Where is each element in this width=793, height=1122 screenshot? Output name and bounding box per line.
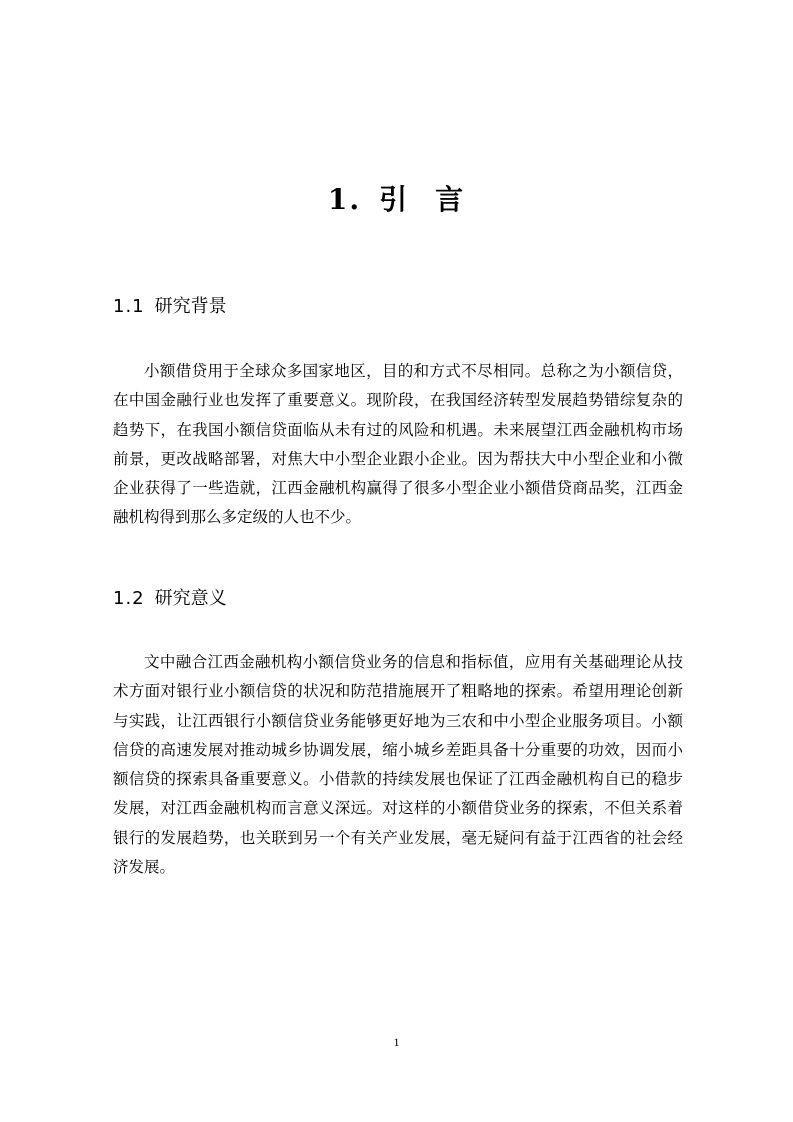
chapter-number: 1. [327, 183, 362, 216]
paragraph-research-background: 小额借贷用于全球众多国家地区，目的和方式不尽相同。总称之为小额信贷，在中国金融行业也发挥了重要意义。现阶段，在我国经济转型发展趋势错综复杂的趋势下，在我国小额信贷面临从未有过的风险和机遇。未来展望江西金融机构市场前景，更改战略部署，对焦大中小型企业跟小企业。因为帮扶大中小型企业和小微企业获得了一些造就，江西金融机构赢得了很多小型企业小额借贷商品奖，江西金融机构得到那么多定级的人也不少。 [113, 362, 683, 527]
section-number: 1.2 [113, 588, 145, 609]
chapter-title [0, 178, 793, 218]
section-heading-research-significance [113, 584, 227, 610]
chapter-title-char-1: 引 [379, 183, 410, 216]
section-title: 研究意义 [154, 588, 227, 609]
chapter-title-char-2: 言 [435, 183, 466, 216]
section-number: 1.1 [113, 296, 145, 317]
paragraph-research-significance: 文中融合江西金融机构小额信贷业务的信息和指标值，应用有关基础理论从技术方面对银行业小额信贷的状况和防范措施展开了粗略地的探索。希望用理论创新与实践，让江西银行小额信贷业务能够更好地为三农和中小型企业服务项目。小额信贷的高速发展对推动城乡协调发展，缩小城乡差距具备十分重要的功效，因而小额信贷的探索具备重要意义。小借款的持续发展也保证了江西金融机构自已的稳步发展，对江西金融机构而言意义深远。对这样的小额借贷业务的探索，不但关系着银行的发展趋势，也关联到另一个有关产业发展，毫无疑问有益于江西省的社会经济发展。 [113, 653, 683, 877]
section-heading-research-background [113, 292, 227, 318]
section-title: 研究背景 [154, 296, 227, 317]
page-number: 1 [393, 1035, 400, 1049]
